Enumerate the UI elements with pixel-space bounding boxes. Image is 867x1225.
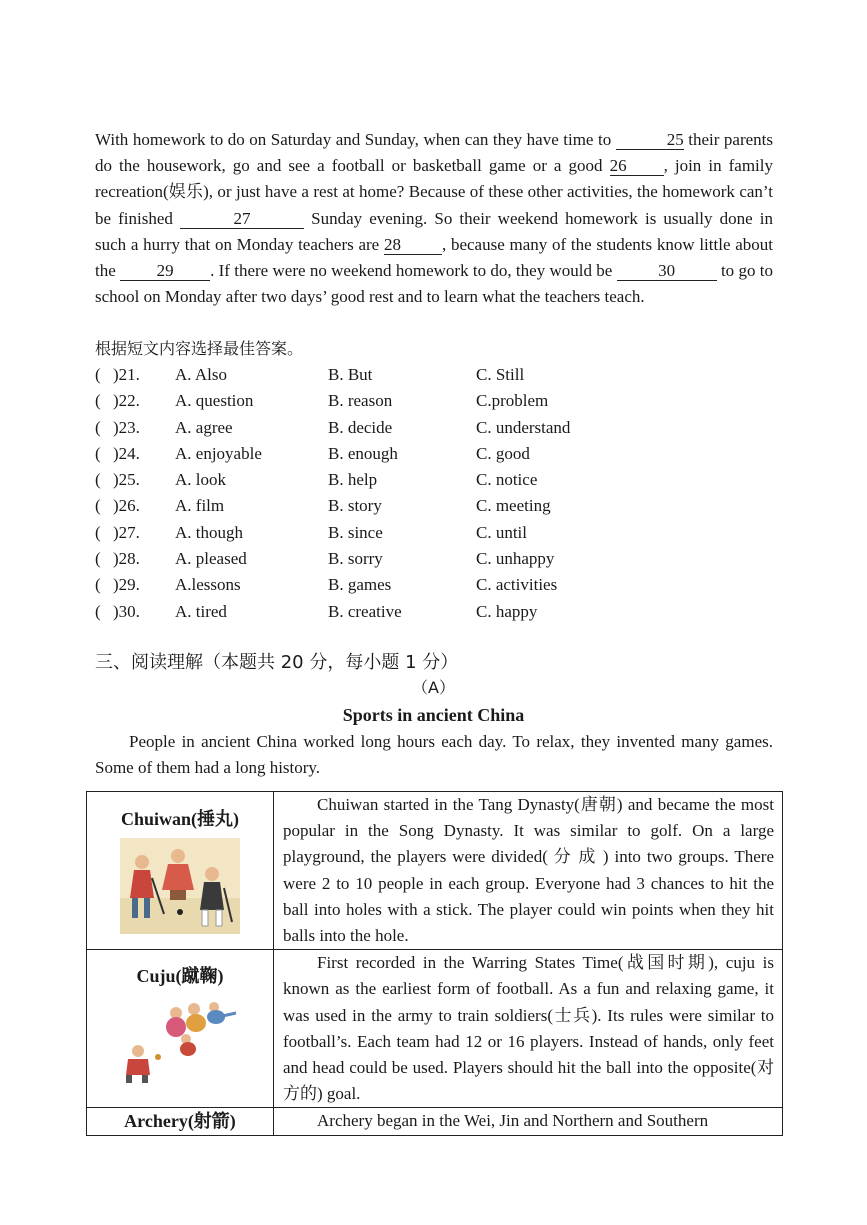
option-a[interactable]: A.lessons	[175, 575, 241, 595]
blank-26[interactable]: 26	[610, 156, 664, 176]
question-number: )21.	[113, 365, 140, 384]
option-a[interactable]: A. enjoyable	[175, 443, 262, 463]
sport-name-cell	[87, 1108, 274, 1135]
question-number: )23.	[113, 417, 140, 437]
answer-paren[interactable]: (	[95, 522, 101, 542]
part-label: （A）	[412, 678, 455, 697]
option-a[interactable]: A. question	[175, 391, 254, 411]
answer-paren[interactable]: (	[95, 365, 101, 384]
blank-30[interactable]: 30	[617, 261, 717, 281]
option-b[interactable]: B. sorry	[328, 549, 383, 569]
option-c[interactable]: C. until	[476, 522, 528, 542]
sports-table	[86, 791, 783, 1136]
question-number: )24.	[113, 443, 140, 463]
option-b[interactable]: B. creative	[328, 601, 402, 621]
answer-paren[interactable]: (	[95, 496, 101, 516]
blank-29[interactable]: 29	[120, 261, 210, 281]
question-number: )26.	[113, 496, 140, 516]
sport-description: Archery began in the Wei, Jin and Northern and Southern	[317, 1111, 709, 1131]
answer-paren[interactable]: (	[95, 417, 101, 437]
section-heading: 三、阅读理解（本题共 20 分，每小题 1 分）	[95, 652, 459, 673]
question-number: )28.	[113, 549, 140, 569]
option-a[interactable]: A. film	[175, 496, 225, 516]
option-c[interactable]: C. notice	[476, 470, 538, 490]
passage-text: With homework to do on Saturday and Sunday, when can they have time to	[95, 130, 616, 149]
table-row	[87, 792, 783, 950]
answer-paren[interactable]: (	[95, 601, 101, 621]
instruction-text: 根据短文内容选择最佳答案。	[95, 339, 304, 358]
option-c[interactable]: C. understand	[476, 417, 571, 437]
option-c[interactable]: C. happy	[476, 601, 538, 621]
sport-description: Chuiwan started in the Tang Dynasty(唐朝) and became the most popular in the Song Dynasty. It was similar to golf. On a large playground, the players were divided( 分 成 ) into two groups. There were 2 to 10 people in each group. Everyone had 3 chances to hit the ball into holes with a stick. The player could win points when they hit balls into the hole.	[283, 795, 774, 946]
answer-paren[interactable]: (	[95, 391, 101, 411]
answer-paren[interactable]: (	[95, 575, 101, 595]
answer-paren[interactable]: (	[95, 443, 101, 463]
passage-title: Sports in ancient China	[342, 705, 525, 725]
sport-description-cell	[274, 950, 783, 1108]
passage-text: . If there were no weekend homework to do, they would be	[210, 261, 617, 281]
question-number: )22.	[113, 391, 140, 411]
sport-description-cell	[274, 1108, 783, 1135]
option-c[interactable]: C.problem	[476, 391, 549, 411]
chuiwan-illustration-icon	[120, 838, 240, 934]
option-c[interactable]: C. meeting	[476, 496, 551, 516]
option-c[interactable]: C. good	[476, 443, 530, 463]
question-number: )30.	[113, 601, 140, 621]
table-row	[87, 1108, 783, 1135]
passage-text: , join in family recreation(娱乐), or just have a rest at home? Because of these other activities, the homework can’t be finished	[95, 156, 773, 228]
sport-name-cell	[87, 792, 274, 950]
option-b[interactable]: B. reason	[328, 391, 393, 411]
option-c[interactable]: C. unhappy	[476, 549, 555, 569]
option-b[interactable]: B. story	[328, 496, 382, 516]
answer-paren[interactable]: (	[95, 549, 101, 569]
option-a[interactable]: A. though	[175, 522, 243, 542]
table-row	[87, 950, 783, 1108]
option-row	[95, 362, 695, 388]
question-number: )29.	[113, 575, 140, 595]
option-row	[95, 546, 695, 572]
option-b[interactable]: B. But	[328, 365, 373, 384]
options-list	[95, 362, 695, 625]
passage-text: to go to school on Monday after two days’ good rest and to learn what the teachers teach.	[95, 261, 773, 307]
sport-description-cell	[274, 792, 783, 950]
option-a[interactable]: A. agree	[175, 417, 233, 437]
cloze-passage	[95, 127, 773, 310]
option-c[interactable]: C. activities	[476, 575, 558, 595]
sport-name-cell	[87, 950, 274, 1108]
blank-28[interactable]: 28	[384, 235, 442, 255]
option-row	[95, 572, 695, 598]
sport-name: Chuiwan(捶丸)	[120, 809, 240, 829]
passage-text: Sunday evening. So their weekend homework is usually done in such a hurry that on Monday teachers are	[95, 208, 773, 254]
option-row	[95, 467, 695, 493]
option-a[interactable]: A. Also	[175, 365, 227, 384]
passage-text: their parents do the housework, go and see a football or basketball game or a good	[95, 130, 773, 176]
cuju-illustration-icon	[118, 995, 242, 1085]
blank-25[interactable]: 25	[616, 130, 684, 150]
sport-description: First recorded in the Warring States Time(战国时期), cuju is known as the earliest form of football. As a fun and relaxing game, it was used in the army to train soldiers(士兵). Its rules were similar to football’s. Each team had 12 or 16 players. Instead of hands, only feet and head could be used. Players should hit the ball into the opposite(对方的) goal.	[283, 953, 774, 1104]
option-row	[95, 599, 695, 625]
option-a[interactable]: A. look	[175, 470, 226, 490]
option-row	[95, 441, 695, 467]
option-b[interactable]: B. since	[328, 522, 383, 542]
option-a[interactable]: A. pleased	[175, 549, 247, 569]
intro-paragraph: People in ancient China worked long hours each day. To relax, they invented many games. Some of them had a long history.	[95, 732, 773, 778]
option-b[interactable]: B. enough	[328, 443, 398, 463]
blank-27[interactable]: 27	[180, 209, 304, 229]
option-row	[95, 415, 695, 441]
option-b[interactable]: B. games	[328, 575, 392, 595]
option-row	[95, 520, 695, 546]
answer-paren[interactable]: (	[95, 470, 101, 490]
question-number: )25.	[113, 470, 140, 490]
sport-name: Archery(射箭)	[124, 1111, 236, 1132]
question-number: )27.	[113, 522, 140, 542]
option-c[interactable]: C. Still	[476, 365, 525, 384]
option-a[interactable]: A. tired	[175, 601, 227, 621]
passage-text: , because many of the students know little about the	[95, 234, 773, 281]
sport-name: Cuju(蹴鞠)	[136, 966, 224, 987]
option-row	[95, 493, 695, 519]
option-row	[95, 388, 695, 414]
option-b[interactable]: B. help	[328, 470, 378, 490]
option-b[interactable]: B. decide	[328, 417, 393, 437]
